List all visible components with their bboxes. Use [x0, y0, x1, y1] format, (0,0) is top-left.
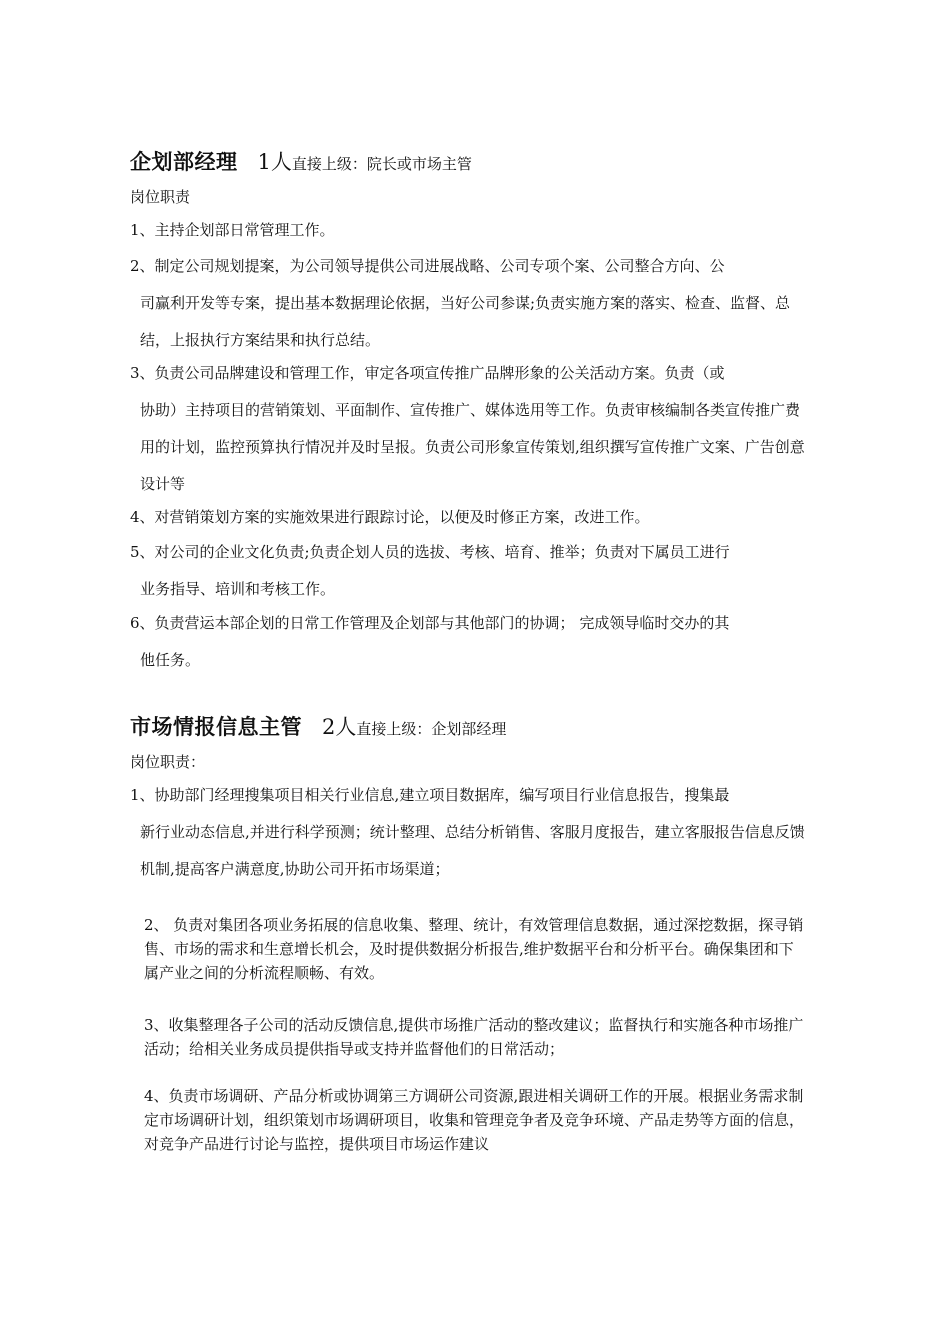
item-continuation: 新行业动态信息,并进行科学预测；统计整理、总结分析销售、客服月度报告，建立客服报告信息反馈机制,提高客户满意度,协助公司开拓市场渠道； — [140, 823, 805, 878]
item-continuation: 司赢利开发等专案，提出基本数据理论依据，当好公司参谋;负责实施方案的落实、检查、监督、总结，上报执行方案结果和执行总结。 — [140, 294, 791, 349]
item-first-line: 6、负责营运本部企划的日常工作管理及企划部与其他部门的协调； 完成领导临时交办的其 — [130, 614, 730, 632]
section-1-item-6 — [130, 605, 806, 679]
section-1-item-4 — [130, 499, 806, 536]
item-continuation: 业务指导、培训和考核工作。 — [140, 580, 336, 598]
item-first-line: 4、对营销策划方案的实施效果进行跟踪讨论，以便及时修正方案，改进工作。 — [130, 508, 650, 526]
section-1-title: 企划部经理 — [130, 149, 238, 174]
section-2-paragraph-4: 4、负责市场调研、产品分析或协调第三方调研公司资源,跟进相关调研工作的开展。根据业务需求制定市场调研计划，组织策划市场调研项目，收集和管理竞争者及竞争环境、产品走势等方面的信息，对竞争产品进行讨论与监控，提供项目市场运作建议 — [144, 1087, 805, 1153]
item-first-line: 1、主持企划部日常管理工作。 — [130, 221, 335, 239]
section-1-supervisor: 直接上级：院长或市场主管 — [291, 155, 472, 173]
section-2-item-1 — [130, 777, 806, 888]
section-2-heading — [130, 711, 506, 741]
item-continuation: 协助）主持项目的营销策划、平面制作、宣传推广、媒体选用等工作。负责审核编制各类宣传推广费用的计划，监控预算执行情况并及时呈报。负责公司形象宣传策划,组织撰写宣传推广文案、广告创意设计等 — [140, 401, 805, 493]
item-first-line: 2、制定公司规划提案，为公司领导提供公司进展战略、公司专项个案、公司整合方向、公 — [130, 257, 725, 275]
item-first-line: 1、协助部门经理搜集项目相关行业信息,建立项目数据库，编写项目行业信息报告，搜集最 — [130, 786, 730, 804]
section-1-item-5 — [130, 534, 806, 608]
section-2-duty-label: 岗位职责： — [130, 753, 206, 771]
section-2-headcount: 2人 — [322, 715, 357, 739]
section-1-heading — [130, 146, 472, 176]
section-2-title: 市场情报信息主管 — [130, 714, 302, 739]
section-1-duty-label: 岗位职责 — [130, 188, 191, 206]
item-first-line: 5、对公司的企业文化负责;负责企划人员的选拔、考核、培育、推举；负责对下属员工进行 — [130, 543, 730, 561]
item-first-line: 3、负责公司品牌建设和管理工作，审定各项宣传推广品牌形象的公关活动方案。负责（或 — [130, 364, 725, 382]
section-1-item-3 — [130, 355, 806, 503]
section-1-item-2 — [130, 248, 806, 359]
section-1-headcount: 1人 — [257, 150, 292, 174]
section-2-supervisor: 直接上级：企划部经理 — [356, 720, 507, 738]
section-2-paragraph-3: 3、收集整理各子公司的活动反馈信息,提供市场推广活动的整改建议；监督执行和实施各种市场推广活动；给相关业务成员提供指导或支持并监督他们的日常活动； — [144, 1016, 804, 1058]
section-2-paragraph-2: 2、 负责对集团各项业务拓展的信息收集、整理、统计，有效管理信息数据，通过深挖数据，探寻销售、市场的需求和生意增长机会，及时提供数据分析报告,维护数据平台和分析平台。确保集团和下属产业之间的分析流程顺畅、有效。 — [144, 916, 804, 982]
item-continuation: 他任务。 — [140, 651, 201, 669]
section-1-item-1 — [130, 212, 806, 249]
